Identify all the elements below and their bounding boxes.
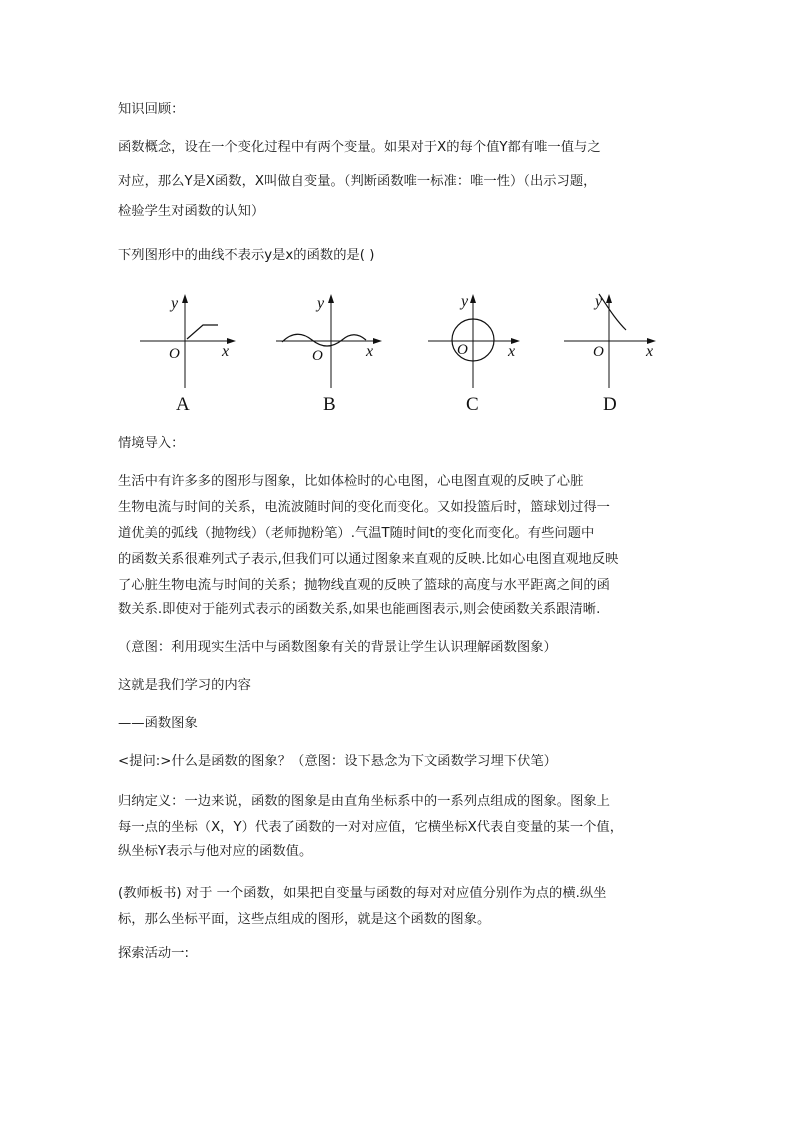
graph-d (562, 288, 662, 394)
graph-c (426, 288, 526, 394)
graph-d-origin-label: O (593, 344, 604, 360)
activity-heading: 探索活动一: (118, 946, 189, 961)
intro-line-1: 生活中有许多多的图形与图象，比如体检时的心电图，心电图直观的反映了心脏 (118, 474, 584, 489)
graph-c-figure (426, 288, 526, 390)
graph-d-label: D (603, 394, 617, 415)
graph-c-origin-label: O (457, 342, 468, 358)
graph-b-x-label: x (366, 343, 374, 360)
definition-line-2: 每一点的坐标（X，Y）代表了函数的一对对应值，它横坐标X代表自变量的某一个值， (118, 820, 624, 835)
review-line-1: 函数概念，设在一个变化过程中有两个变量。如果对于X的每个值Y都有唯一值与之 (118, 140, 601, 155)
intro-line-6: 数关系.即使对于能列式表示的函数关系,如果也能画图表示,则会使函数关系跟清晰. (118, 602, 601, 617)
graph-a-y-label: y (171, 295, 179, 312)
board-line-2: 标，那么坐标平面，这些点组成的图形，就是这个函数的图象。 (118, 912, 491, 927)
intro-heading: 情境导入： (118, 436, 185, 451)
intro-line-4: 的函数关系很难列式子表示,但我们可以通过图象来直观的反映.比如心电图直观地反映 (118, 552, 619, 567)
graph-b-y-label: y (317, 295, 325, 312)
graph-a-label: A (176, 394, 190, 415)
graph-c-label: C (466, 394, 479, 415)
graph-d-y-label: y (595, 293, 603, 310)
graph-a-origin-label: O (169, 346, 180, 362)
graph-c-y-label: y (461, 293, 469, 310)
topic-line: 这就是我们学习的内容 (118, 678, 251, 693)
question-text: 下列图形中的曲线不表示y是x的函数的是( ) (118, 248, 375, 263)
graph-d-x-label: x (646, 343, 654, 360)
review-line-2: 对应，那么Y是X函数，X叫做自变量。（判断函数唯一标准：唯一性）（出示习题， (118, 174, 597, 189)
graph-b (274, 288, 384, 394)
board-line-1: (教师板书) 对于 一个函数，如果把自变量与函数的每对对应值分别作为点的横.纵坐 (118, 886, 607, 901)
intro-line-2: 生物电流与时间的关系，电流波随时间的变化而变化。又如投篮后时，篮球划过得一 (118, 500, 610, 515)
intro-line-3: 道优美的弧线（抛物线）（老师抛粉笔）.气温T随时间t的变化而变化。有些问题中 (118, 526, 595, 541)
graph-b-origin-label: O (312, 348, 323, 364)
prompt-line: <提问:>什么是函数的图象？（意图：设下悬念为下文函数学习埋下伏笔） (118, 754, 557, 769)
graph-c-x-label: x (508, 343, 516, 360)
review-line-3: 检验学生对函数的认知） (118, 204, 265, 219)
graph-b-figure (274, 288, 384, 390)
graph-d-figure (562, 288, 662, 390)
intro-line-5: 了心脏生物电流与时间的关系；抛物线直观的反映了篮球的高度与水平距离之间的函 (118, 578, 610, 593)
intro-intent: （意图：利用现实生活中与函数图象有关的背景让学生认识理解函数图象） (118, 640, 557, 655)
graph-b-label: B (323, 394, 336, 415)
graph-a (138, 288, 238, 394)
review-heading: 知识回顾： (118, 102, 185, 117)
graph-a-x-label: x (222, 343, 230, 360)
definition-line-1: 归纳定义：一边来说，函数的图象是由直角坐标系中的一系列点组成的图象。图象上 (118, 794, 610, 809)
definition-line-3: 纵坐标Y表示与他对应的函数值。 (118, 844, 313, 859)
graph-a-figure (138, 288, 238, 390)
topic-title: ——函数图象 (118, 716, 198, 731)
